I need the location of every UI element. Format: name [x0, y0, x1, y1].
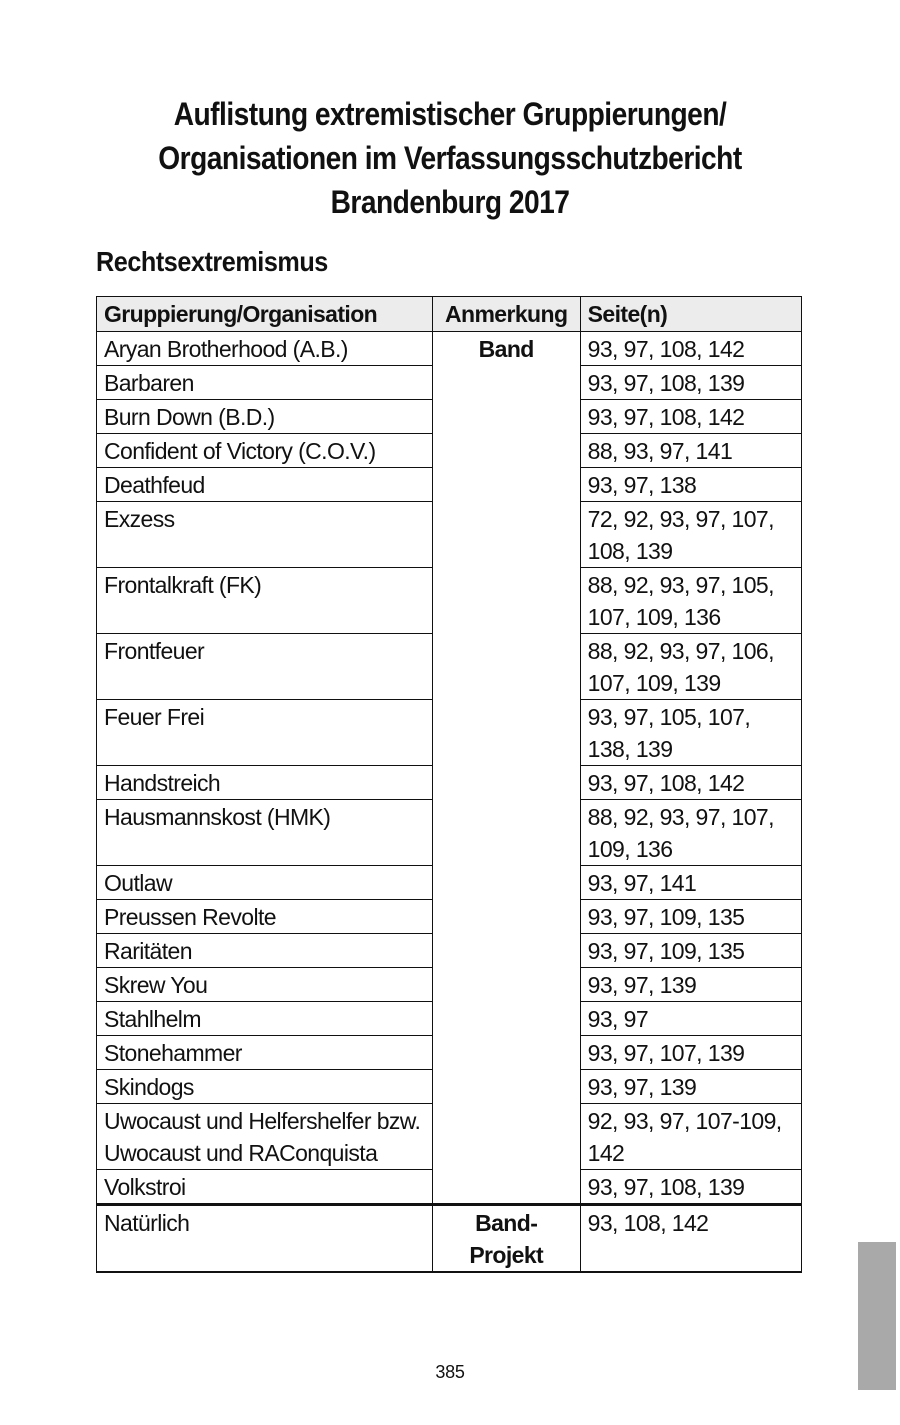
- cell-pages: 92, 93, 97, 107-109, 142: [580, 1104, 801, 1170]
- column-header-anmerkung: Anmerkung: [432, 297, 580, 332]
- cell-pages: 93, 97, 108, 142: [580, 400, 801, 434]
- cell-pages: 93, 97, 138: [580, 468, 801, 502]
- section-heading: Rechtsextremismus: [96, 246, 328, 277]
- cell-pages: 93, 97, 108, 139: [580, 366, 801, 400]
- cell-pages: 72, 92, 93, 97, 107, 108, 139: [580, 502, 801, 568]
- cell-pages: 93, 97, 105, 107, 138, 139: [580, 700, 801, 766]
- title-line: Brandenburg 2017: [330, 184, 570, 220]
- cell-pages: 88, 92, 93, 97, 105, 107, 109, 136: [580, 568, 801, 634]
- cell-pages: 93, 97, 139: [580, 968, 801, 1002]
- cell-name: Volkstroi: [97, 1170, 433, 1205]
- cell-name: Stonehammer: [97, 1036, 433, 1070]
- cell-name: Barbaren: [97, 366, 433, 400]
- cell-name: Outlaw: [97, 866, 433, 900]
- cell-name: Stahlhelm: [97, 1002, 433, 1036]
- cell-name: Hausmannskost (HMK): [97, 800, 433, 866]
- cell-name: Skindogs: [97, 1070, 433, 1104]
- cell-anmerkung: Band-Projekt: [432, 1205, 580, 1273]
- page-number: 385: [435, 1362, 465, 1382]
- chapter-thumb-tab: [858, 1242, 896, 1390]
- cell-name: Raritäten: [97, 934, 433, 968]
- cell-name: Preussen Revolte: [97, 900, 433, 934]
- cell-name: Burn Down (B.D.): [97, 400, 433, 434]
- cell-name: Frontalkraft (FK): [97, 568, 433, 634]
- cell-name: Deathfeud: [97, 468, 433, 502]
- title-line: Auflistung extremistischer Gruppierungen/: [173, 96, 727, 132]
- cell-name: Handstreich: [97, 766, 433, 800]
- table-header-row: [97, 297, 802, 332]
- cell-pages: 88, 92, 93, 97, 106, 107, 109, 139: [580, 634, 801, 700]
- cell-name: Skrew You: [97, 968, 433, 1002]
- cell-pages: 93, 108, 142: [580, 1205, 801, 1273]
- cell-name: Aryan Brotherhood (A.B.): [97, 332, 433, 366]
- column-header-pages: Seite(n): [580, 297, 801, 332]
- cell-name: Natürlich: [97, 1205, 433, 1273]
- cell-name: Confident of Victory (C.O.V.): [97, 434, 433, 468]
- cell-pages: 88, 93, 97, 141: [580, 434, 801, 468]
- page-title: [107, 92, 793, 224]
- cell-pages: 93, 97, 109, 135: [580, 900, 801, 934]
- cell-name: Uwocaust und Helfershelfer bzw. Uwocaust und RAConquista: [97, 1104, 433, 1170]
- table-body: [97, 332, 802, 1273]
- cell-name: Exzess: [97, 502, 433, 568]
- column-header-name: Gruppierung/Organisation: [97, 297, 433, 332]
- cell-anmerkung: Band: [432, 332, 580, 1205]
- cell-pages: 93, 97, 108, 139: [580, 1170, 801, 1205]
- cell-pages: 93, 97, 108, 142: [580, 332, 801, 366]
- title-line: Organisationen im Verfassungsschutzbericht: [158, 140, 742, 176]
- table-row: [97, 332, 802, 366]
- cell-pages: 93, 97, 139: [580, 1070, 801, 1104]
- cell-pages: 93, 97: [580, 1002, 801, 1036]
- cell-pages: 88, 92, 93, 97, 107, 109, 136: [580, 800, 801, 866]
- table-row: [97, 1205, 802, 1273]
- cell-pages: 93, 97, 141: [580, 866, 801, 900]
- cell-pages: 93, 97, 107, 139: [580, 1036, 801, 1070]
- cell-name: Feuer Frei: [97, 700, 433, 766]
- groups-table: [96, 296, 802, 1273]
- cell-pages: 93, 97, 108, 142: [580, 766, 801, 800]
- cell-pages: 93, 97, 109, 135: [580, 934, 801, 968]
- cell-name: Frontfeuer: [97, 634, 433, 700]
